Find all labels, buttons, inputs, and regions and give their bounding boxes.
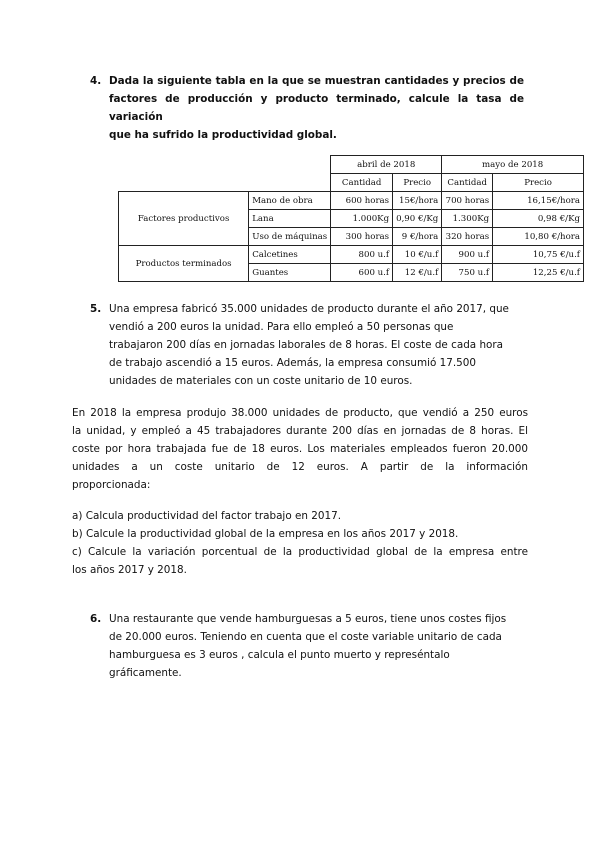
task-item: a) Calcula productividad del factor trabajo en 2017.	[72, 510, 342, 522]
text-line: Dada la siguiente tabla en la que se muestran cantidades y precios de	[109, 75, 524, 87]
text-line: que ha sufrido la productividad global.	[109, 129, 337, 141]
task-item: los años 2017 y 2018.	[72, 564, 187, 576]
period-header: mayo de 2018	[442, 156, 584, 174]
question-5	[90, 300, 539, 390]
text-line: de 20.000 euros. Teniendo en cuenta que el coste variable unitario de cada	[109, 631, 502, 643]
table-header-row	[119, 156, 584, 174]
column-header: Cantidad	[331, 174, 393, 192]
quantity-cell: 300 horas	[331, 228, 393, 246]
text-line: unidades a un coste unitario de 12 euros. A partir de la información	[72, 461, 528, 473]
column-header: Cantidad	[442, 174, 493, 192]
period-header: abril de 2018	[331, 156, 442, 174]
text-line: hamburguesa es 3 euros , calcula el punto muerto y represéntalo	[109, 649, 450, 661]
paragraph-2018	[72, 404, 528, 494]
price-cell: 10,80 €/hora	[493, 228, 584, 246]
group-label: Factores productivos	[119, 192, 249, 246]
item-cell: Calcetines	[249, 246, 331, 264]
price-cell: 0,90 €/Kg	[393, 210, 442, 228]
price-cell: 10 €/u.f	[393, 246, 442, 264]
text-line: Una empresa fabricó 35.000 unidades de producto durante el año 2017, que	[109, 303, 509, 315]
text-line: proporcionada:	[72, 479, 151, 491]
price-cell: 15€/hora	[393, 192, 442, 210]
question-number: 5.	[90, 303, 102, 315]
quantity-cell: 750 u.f	[442, 264, 493, 282]
column-header: Precio	[493, 174, 584, 192]
table-header-row	[119, 174, 584, 192]
question-6	[90, 610, 539, 682]
question-number: 4.	[90, 75, 102, 87]
text-line: factores de producción y producto terminado, calcule la tasa de variación	[109, 93, 524, 123]
text-line: Una restaurante que vende hamburguesas a 5 euros, tiene unos costes fijos	[109, 613, 507, 625]
text-line: vendió a 200 euros la unidad. Para ello empleó a 50 personas que	[109, 321, 454, 333]
price-cell: 10,75 €/u.f	[493, 246, 584, 264]
item-cell: Uso de máquinas	[249, 228, 331, 246]
text-line: trabajaron 200 días en jornadas laborales de 8 horas. El coste de cada hora	[109, 339, 504, 351]
quantity-cell: 800 u.f	[331, 246, 393, 264]
quantity-cell: 320 horas	[442, 228, 493, 246]
column-header: Precio	[393, 174, 442, 192]
quantity-cell: 600 u.f	[331, 264, 393, 282]
price-cell: 12,25 €/u.f	[493, 264, 584, 282]
task-item: c) Calcule la variación porcentual de la productividad global de la empresa entre	[72, 546, 528, 558]
task-item: b) Calcule la productividad global de la empresa en los años 2017 y 2018.	[72, 528, 459, 540]
quantity-cell: 1.000Kg	[331, 210, 393, 228]
quantity-cell: 900 u.f	[442, 246, 493, 264]
group-label: Productos terminados	[119, 246, 249, 282]
text-line: de trabajo ascendió a 15 euros. Además, la empresa consumió 17.500	[109, 357, 477, 369]
price-cell: 9 €/hora	[393, 228, 442, 246]
question-number: 6.	[90, 613, 102, 625]
table-row	[119, 246, 584, 264]
price-cell: 0,98 €/Kg	[493, 210, 584, 228]
question-4	[90, 72, 524, 144]
item-cell: Guantes	[249, 264, 331, 282]
price-cell: 16,15€/hora	[493, 192, 584, 210]
text-line: gráficamente.	[109, 667, 182, 679]
quantity-cell: 1.300Kg	[442, 210, 493, 228]
quantity-cell: 600 horas	[331, 192, 393, 210]
task-list	[72, 507, 528, 579]
item-cell: Lana	[249, 210, 331, 228]
table-row	[119, 192, 584, 210]
price-cell: 12 €/u.f	[393, 264, 442, 282]
text-line: la unidad, y empleó a 45 trabajadores durante 200 días en jornadas de 8 horas. El	[72, 425, 528, 437]
text-line: unidades de materiales con un coste unitario de 10 euros.	[109, 375, 413, 387]
text-line: En 2018 la empresa produjo 38.000 unidades de producto, que vendió a 250 euros	[72, 407, 528, 419]
item-cell: Mano de obra	[249, 192, 331, 210]
text-line: coste por hora trabajada fue de 18 euros. Los materiales empleados fueron 20.000	[72, 443, 528, 455]
quantity-cell: 700 horas	[442, 192, 493, 210]
productivity-table	[118, 155, 584, 282]
